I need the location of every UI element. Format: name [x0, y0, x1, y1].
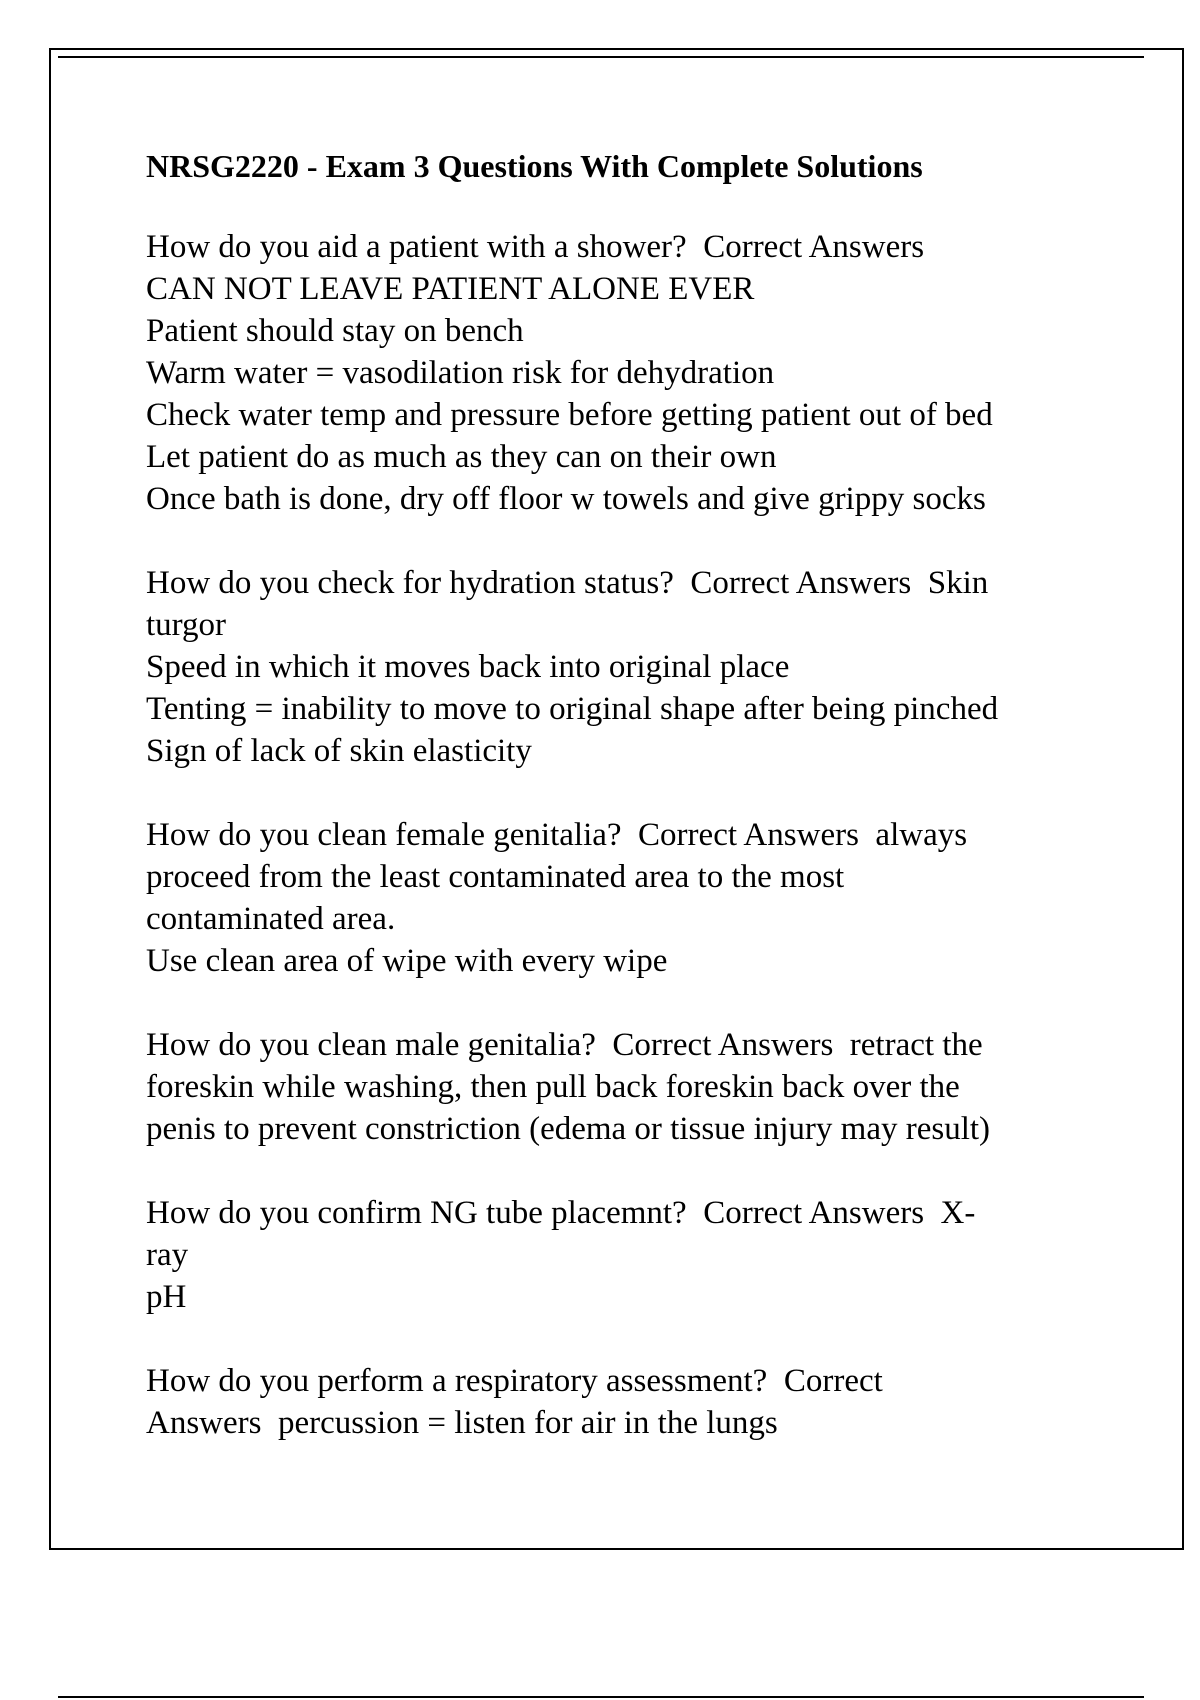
answer-line: Warm water = vasodilation risk for dehydration — [146, 355, 775, 391]
answer-line: Sign of lack of skin elasticity — [146, 733, 532, 769]
bottom-rule — [58, 1696, 1144, 1698]
answer-line: ray — [146, 1237, 189, 1273]
answer-line: Tenting = inability to move to original shape after being pinched — [146, 691, 999, 727]
question-line: How do you perform a respiratory assessment? Correct — [146, 1363, 883, 1399]
answer-line: pH — [146, 1279, 187, 1315]
qa-block-female-genitalia — [146, 814, 1096, 982]
answer-line: turgor — [146, 607, 227, 643]
qa-block-ng-tube — [146, 1192, 1096, 1318]
qa-block-male-genitalia — [146, 1024, 1096, 1150]
document-title: NRSG2220 - Exam 3 Questions With Complete Solutions — [146, 148, 923, 184]
answer-line: foreskin while washing, then pull back foreskin back over the — [146, 1069, 960, 1105]
answer-line: Answers percussion = listen for air in the lungs — [146, 1405, 778, 1441]
answer-line: Check water temp and pressure before getting patient out of bed — [146, 397, 993, 433]
answer-line: Use clean area of wipe with every wipe — [146, 943, 668, 979]
answer-line: penis to prevent constriction (edema or tissue injury may result) — [146, 1111, 991, 1147]
qa-block-hydration — [146, 562, 1096, 772]
document-body — [146, 146, 1096, 1486]
answer-line: Once bath is done, dry off floor w towels and give grippy socks — [146, 481, 986, 517]
answer-line: proceed from the least contaminated area to the most — [146, 859, 845, 895]
answer-line: Let patient do as much as they can on their own — [146, 439, 777, 475]
question-line: How do you check for hydration status? Correct Answers Skin — [146, 565, 989, 601]
answer-line: CAN NOT LEAVE PATIENT ALONE EVER — [146, 271, 755, 307]
answer-line: Speed in which it moves back into original place — [146, 649, 790, 685]
answer-line: Patient should stay on bench — [146, 313, 524, 349]
qa-block-shower — [146, 226, 1096, 520]
question-line: How do you clean female genitalia? Correct Answers always — [146, 817, 968, 853]
qa-block-respiratory — [146, 1360, 1096, 1444]
question-line: How do you aid a patient with a shower? Correct Answers — [146, 229, 925, 265]
answer-line: contaminated area. — [146, 901, 396, 937]
question-line: How do you clean male genitalia? Correct Answers retract the — [146, 1027, 983, 1063]
question-line: How do you confirm NG tube placemnt? Correct Answers X- — [146, 1195, 976, 1231]
